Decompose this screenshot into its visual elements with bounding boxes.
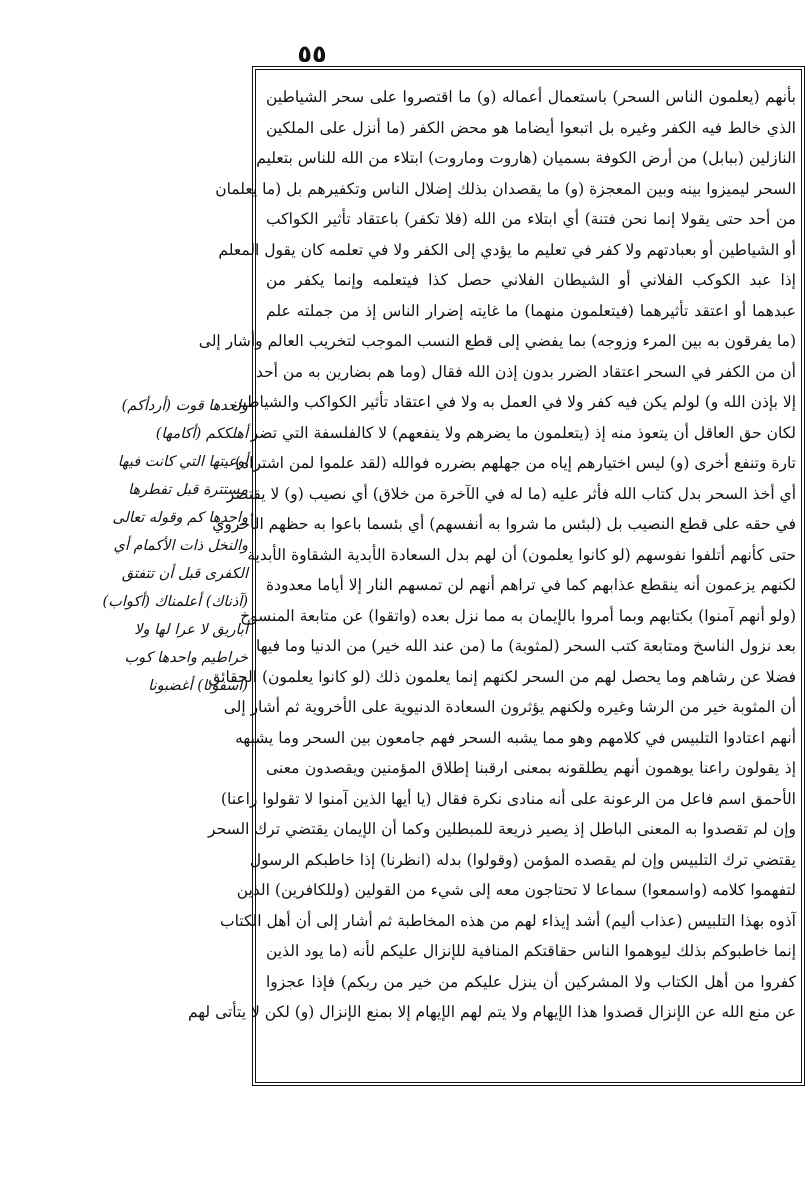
text-line: تارة وتنفع أخرى (و) ليس اختيارهم إياه من جهلهم بضرره فوالله (لقد علموا لمن اشتراه) — [234, 454, 796, 472]
text-line: (ولو أنهم آمنوا) بكتابهم وبما أمروا بالإيمان به مما نزل بعده (واتقوا) عن متابعة المنسوخ — [240, 606, 796, 625]
text-line: كفروا من أهل الكتاب ولا المشركين أن ينزل عليكم من خير من ربكم) فإذا عجزوا — [266, 972, 796, 991]
text-line: لكان حق العاقل أن يتعوذ منه إذ (يتعلمون ما يضرهم ولا ينفعهم) لا كالفلسفة التي تضر — [250, 423, 796, 442]
margin-gloss — [102, 392, 248, 772]
margin-note-line: أباريق لا عرا لها ولا — [134, 622, 248, 638]
text-line: بعد نزول الناسخ ومتابعة كتب السحر (لمثوبة) ما (من عند الله خير) من الدنيا وما فيها — [256, 637, 796, 655]
text-line: الأحمق اسم فاعل من الرعونة على أنه منادى نكرة فقال (يا أيها الذين آمنوا لا تقولوا راعنا) — [220, 789, 796, 808]
text-line: أنهم اعتادوا التلبيس في كلامهم وهو مما يشبه السحر فهم جامعون بين السحر وما يشبهه — [235, 728, 796, 747]
margin-note-line: مستترة قبل تفطرها — [128, 482, 248, 498]
text-line: في حقه على قطع النصيب بل (لبئس ما شروا به أنفسهم) أي بئسما باعوا به حظهم الأخروي — [212, 515, 796, 533]
text-line: الذي خالط فيه الكفر وغيره بل اتبعوا أيضاما هو محض الكفر (ما أنزل على الملكين — [266, 118, 796, 137]
text-line: حتى كأنهم أتلفوا نفوسهم (لو كانوا يعلمون) أن لهم بدل السعادة الأبدية الشقاوة الأبدية — [247, 545, 796, 564]
text-line: يقتضي ترك التلبيس وإن لم يقصده المؤمن (وقولوا) بدله (انظرنا) إذا خاطبكم الرسول — [249, 850, 796, 869]
text-line: لكنهم يزعمون أنه ينقطع عذابهم كما في تراهم أنهم لن تمسهم النار إلا أياما معدودة — [266, 576, 796, 594]
text-line: إنما خاطبوكم بذلك ليوهموا الناس حقاقتكم المنافية للإنزال عليكم لأنه (ما يود الذين — [266, 942, 796, 960]
margin-note-line: أهلككم (أكامها) — [155, 426, 248, 442]
margin-note-line: واحدها قوت (أردأكم) — [121, 398, 248, 414]
text-line: إذ يقولون راعنا يوهمون أنهم يطلقونه بمعنى ارقبنا إطلاق المؤمنين ويقصدون معنى — [266, 759, 796, 777]
margin-note-line: الكفرى قبل أن تتفتق — [121, 566, 248, 582]
text-line: أن من الكفر في السحر اعتقاد الضرر بدون إذن الله فقال (وما هم بضارين به من أحد — [255, 362, 796, 381]
page-number: ٥٥ — [297, 40, 327, 68]
text-line: إلا بإذن الله و) لولم يكن فيه كفر ولا في العمل به ولا في اعتقاد تأثير الكواكب والشياطين — [230, 393, 796, 411]
text-line: السحر ليميزوا بينه وبين المعجزة (و) ما يقصدان بذلك إضلال الناس وتكفيرهم بل (ما يعلمان — [215, 179, 796, 198]
text-line: أو الشياطين أو بعبادتهم ولا كفر في تعليم ما يؤدي إلى الكفر ولا في تعلمه كان يقول المعلم — [218, 240, 796, 259]
text-line: أن المثوبة خير من الرشا وغيره ولكنهم يؤثرون السعادة الدنيوية على الأخروية ثم أشار إلى — [223, 698, 796, 716]
text-line: عبدهما أو اعتقد تأثيرهما (فيتعلمون منهما) ما غايته إضرار الناس إذ من جملته علم — [266, 301, 796, 320]
margin-note-line: خراطيم واحدها كوب — [124, 650, 248, 666]
text-line: (ما يفرقون به بين المرء وزوجه) بما يفضي إلى قطع النسب الموجب لتخريب العالم وأشار إلى — [198, 332, 796, 350]
margin-note-line: والنخل ذات الأكمام أي — [113, 538, 248, 554]
margin-note-line: (آسفونا) أغضبونا — [148, 678, 248, 694]
text-line: أي أخذ السحر بدل كتاب الله فأثر عليه (ما له في الآخرة من خلاق) أي نصيب (و) لا يقتصر — [226, 484, 796, 503]
text-line: لتفهموا كلامه (واسمعوا) سماعا لا تحتاجون معه إلى شيء من القولين (وللكافرين) الذين — [236, 881, 796, 899]
margin-note-line: (آذناك) أعلمناك (أكواب) — [102, 594, 248, 610]
margin-note-line: أوعيتها التي كانت فيها — [117, 454, 248, 470]
text-line: من أحد حتى يقولا إنما نحن فتنة) أي ابتلاء من الله (فلا تكفر) باعتقاد تأثير الكواكب — [266, 210, 796, 228]
text-line: آذوه بهذا التلبيس (عذاب أليم) أشد إيذاء لهم من هذه المخاطبة ثم أشار إلى أن أهل الكتاب — [219, 911, 796, 930]
text-line: إذا عبد الكوكب الفلاني أو الشيطان الفلاني حصل كذا فيتعلمه وإنما يكفر من — [266, 271, 796, 289]
text-line: وإن لم تقصدوا به المعنى الباطل إذ يصير ذريعة للمبطلين وكما أن الإيمان يقتضي ترك السحر — [208, 820, 796, 838]
text-line: فضلا عن رشاهم وما يحصل لهم من السحر لكنهم إنما يعلمون ذلك (لو كانوا يعلمون) الحقائق — [208, 667, 796, 686]
text-line: بأنهم (يعلمون الناس السحر) باستعمال أعماله (و) ما اقتصروا على سحر الشياطين — [266, 88, 796, 106]
text-line: عن منع الله عن الإنزال قصدوا هذا الإيهام ولا يتم لهم الإيهام إلا بمنع الإنزال (و) لكن لا يتأتى لهم — [187, 1003, 796, 1021]
text-line: النازلين (ببابل) من أرض الكوفة بسميان (هاروت وماروت) ابتلاء من الله للناس بتعليم — [256, 149, 796, 167]
margin-note-line: واحدها كم وقوله تعالى — [112, 510, 248, 526]
